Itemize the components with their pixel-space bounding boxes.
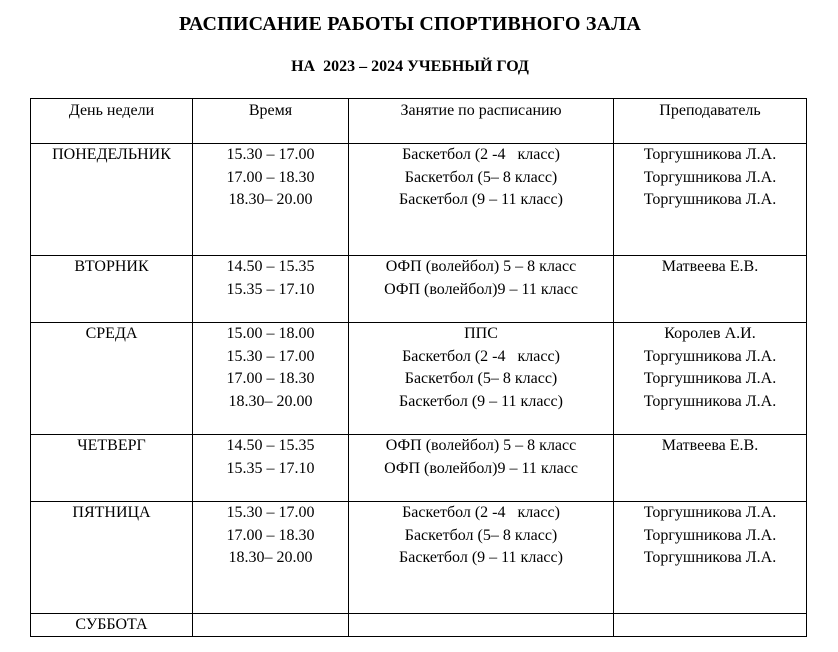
table-row-wednesday — [31, 323, 807, 435]
class-line: Баскетбол (2 -4 класс) — [402, 504, 560, 521]
time-line: 18.30– 20.00 — [228, 392, 313, 410]
teacher-line: Торгушникова Л.А. — [643, 504, 777, 521]
class-line: Баскетбол (5– 8 класс) — [404, 526, 558, 544]
table-row-thursday — [31, 435, 807, 502]
time-cell — [193, 502, 349, 614]
time-cell — [193, 256, 349, 323]
time-cell — [193, 144, 349, 256]
class-line: Баскетбол (2 -4 класс) — [402, 146, 560, 163]
time-line: 17.00 – 18.30 — [226, 168, 315, 186]
time-line: 15.35 – 17.10 — [226, 459, 315, 477]
teacher-cell — [614, 614, 807, 637]
day-cell: ВТОРНИК — [31, 256, 193, 323]
time-cell — [193, 323, 349, 435]
time-line: 14.50 – 15.35 — [226, 258, 315, 275]
teacher-line: Королев А.И. — [664, 325, 756, 342]
time-line: 18.30– 20.00 — [228, 549, 313, 566]
teacher-cell — [614, 323, 807, 435]
class-cell — [349, 614, 614, 637]
day-cell: ПОНЕДЕЛЬНИК — [31, 144, 193, 256]
header-time: Время — [193, 99, 349, 144]
time-cell — [193, 435, 349, 502]
day-cell: ПЯТНИЦА — [31, 502, 193, 614]
teacher-line: Торгушникова Л.А. — [643, 549, 777, 566]
time-line: 14.50 – 15.35 — [226, 437, 315, 454]
time-cell — [193, 614, 349, 637]
class-line: ОФП (волейбол)9 – 11 класс — [384, 459, 578, 477]
teacher-line: Торгушникова Л.А. — [643, 146, 777, 163]
day-cell: СУББОТА — [31, 614, 193, 637]
class-line: Баскетбол (5– 8 класс) — [404, 168, 558, 186]
teacher-line: Торгушникова Л.А. — [643, 191, 777, 208]
time-line: 17.00 – 18.30 — [226, 526, 315, 544]
time-line: 15.30 – 17.00 — [226, 146, 315, 163]
schedule-table — [30, 98, 807, 637]
class-cell — [349, 256, 614, 323]
class-cell — [349, 435, 614, 502]
class-line: ППС — [464, 325, 498, 342]
teacher-line: Торгушникова Л.А. — [643, 392, 777, 410]
table-header-row — [31, 99, 807, 144]
class-cell — [349, 502, 614, 614]
time-line: 15.00 – 18.00 — [226, 325, 315, 342]
time-line: 18.30– 20.00 — [228, 191, 313, 208]
class-line: ОФП (волейбол)9 – 11 класс — [384, 280, 578, 298]
class-line: Баскетбол (2 -4 класс) — [402, 347, 560, 365]
document-subtitle: НА 2023 – 2024 УЧЕБНЫЙ ГОД — [291, 58, 529, 75]
day-cell: ЧЕТВЕРГ — [31, 435, 193, 502]
teacher-line: Матвеева Е.В. — [661, 258, 759, 275]
teacher-cell — [614, 502, 807, 614]
header-class: Занятие по расписанию — [349, 99, 614, 144]
teacher-line: Матвеева Е.В. — [661, 437, 759, 454]
time-line: 15.35 – 17.10 — [226, 280, 315, 298]
class-line: Баскетбол (9 – 11 класс) — [399, 392, 563, 410]
time-line: 15.30 – 17.00 — [226, 347, 315, 365]
teacher-cell — [614, 144, 807, 256]
teacher-cell — [614, 256, 807, 323]
class-line: Баскетбол (5– 8 класс) — [404, 370, 558, 387]
teacher-line: Торгушникова Л.А. — [643, 168, 777, 186]
document-title: РАСПИСАНИЕ РАБОТЫ СПОРТИВНОГО ЗАЛА — [178, 13, 642, 35]
class-line: ОФП (волейбол) 5 – 8 класс — [385, 437, 577, 454]
teacher-cell — [614, 435, 807, 502]
class-line: Баскетбол (9 – 11 класс) — [399, 191, 563, 208]
table-row-saturday — [31, 614, 807, 637]
header-teacher: Преподаватель — [614, 99, 807, 144]
teacher-line: Торгушникова Л.А. — [643, 370, 777, 387]
class-cell — [349, 323, 614, 435]
teacher-line: Торгушникова Л.А. — [643, 526, 777, 544]
class-line: Баскетбол (9 – 11 класс) — [399, 549, 563, 566]
table-row-tuesday — [31, 256, 807, 323]
time-line: 17.00 – 18.30 — [226, 370, 315, 387]
day-cell: СРЕДА — [31, 323, 193, 435]
header-day: День недели — [31, 99, 193, 144]
class-cell — [349, 144, 614, 256]
teacher-line: Торгушникова Л.А. — [643, 347, 777, 365]
time-line: 15.30 – 17.00 — [226, 504, 315, 521]
class-line: ОФП (волейбол) 5 – 8 класс — [385, 258, 577, 275]
table-row-monday — [31, 144, 807, 256]
table-row-friday — [31, 502, 807, 614]
